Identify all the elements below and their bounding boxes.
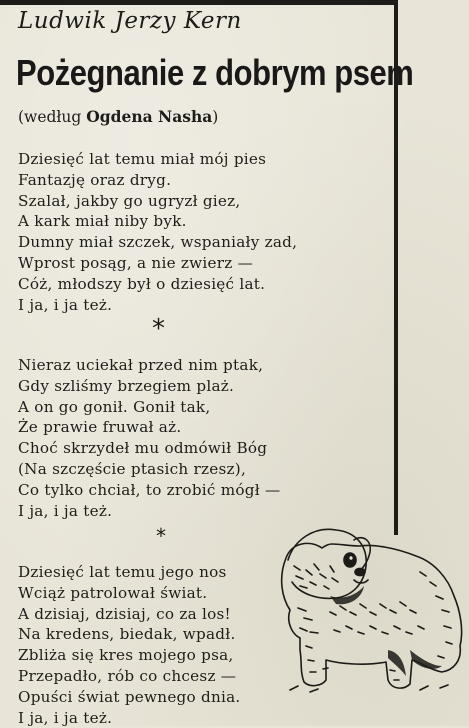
stanza-2	[18, 355, 280, 521]
poem-line: Gdy szliśmy brzegiem plaż.	[18, 376, 235, 395]
poem-line: Przepadło, rób co chcesz —	[18, 666, 237, 685]
poem-line: I ja, i ja też.	[18, 295, 113, 314]
poem-line: Choć skrzydeł mu odmówił Bóg	[18, 439, 268, 458]
poem-line: Fantazję oraz dryg.	[18, 170, 172, 189]
stanza-3	[18, 562, 241, 728]
poem-line: (Na szczęście ptasich rzesz),	[18, 459, 247, 478]
poem-line: Cóż, młodszy był o dziesięć lat.	[18, 274, 266, 293]
poem-line: A dzisiaj, dzisiaj, co za los!	[18, 604, 231, 623]
poem-line: Dumny miał szczek, wspaniały zad,	[18, 233, 298, 252]
poem-line: Zbliża się kres mojego psa,	[18, 646, 234, 665]
poem-line: Opuści świat pewnego dnia.	[18, 687, 241, 706]
stanza-separator-asterisk: *	[156, 524, 166, 548]
author-name: Ludwik Jerzy Kern	[18, 8, 242, 34]
stanza-separator-asterisk: *	[152, 314, 165, 344]
poem-line: Szalał, jakby go ugryzł giez,	[18, 191, 241, 210]
poem-line: Nieraz uciekał przed nim ptak,	[18, 356, 264, 374]
poem-line: A kark miał niby byk.	[18, 212, 187, 231]
poem-line: Dziesięć lat temu miał mój pies	[18, 150, 267, 168]
stanza-1	[18, 149, 297, 315]
dog-illustration-icon	[270, 500, 469, 700]
subtitle-name: Ogdena Nasha	[86, 107, 213, 126]
subtitle-prefix: (według	[18, 108, 87, 126]
poem-line: I ja, i ja też.	[18, 708, 113, 727]
poem-title: Pożegnanie z dobrym psem	[16, 52, 414, 93]
poem-line: Wciąż patrolował świat.	[18, 583, 208, 602]
poem-line: A on go gonił. Gonił tak,	[18, 397, 211, 416]
subtitle-suffix: )	[212, 108, 219, 126]
poem-line: Na kredens, biedak, wpadł.	[18, 625, 236, 644]
poem-line: Dziesięć lat temu jego nos	[18, 563, 227, 581]
poem-line: Wprost posąg, a nie zwierz —	[18, 253, 254, 272]
poem-line: Że prawie fruwał aż.	[18, 418, 182, 437]
frame-top-rule	[0, 0, 398, 5]
poem-line: I ja, i ja też.	[18, 501, 113, 520]
poem-subtitle	[18, 107, 218, 126]
poem-line: Co tylko chciał, to zrobić mógł —	[18, 480, 281, 499]
